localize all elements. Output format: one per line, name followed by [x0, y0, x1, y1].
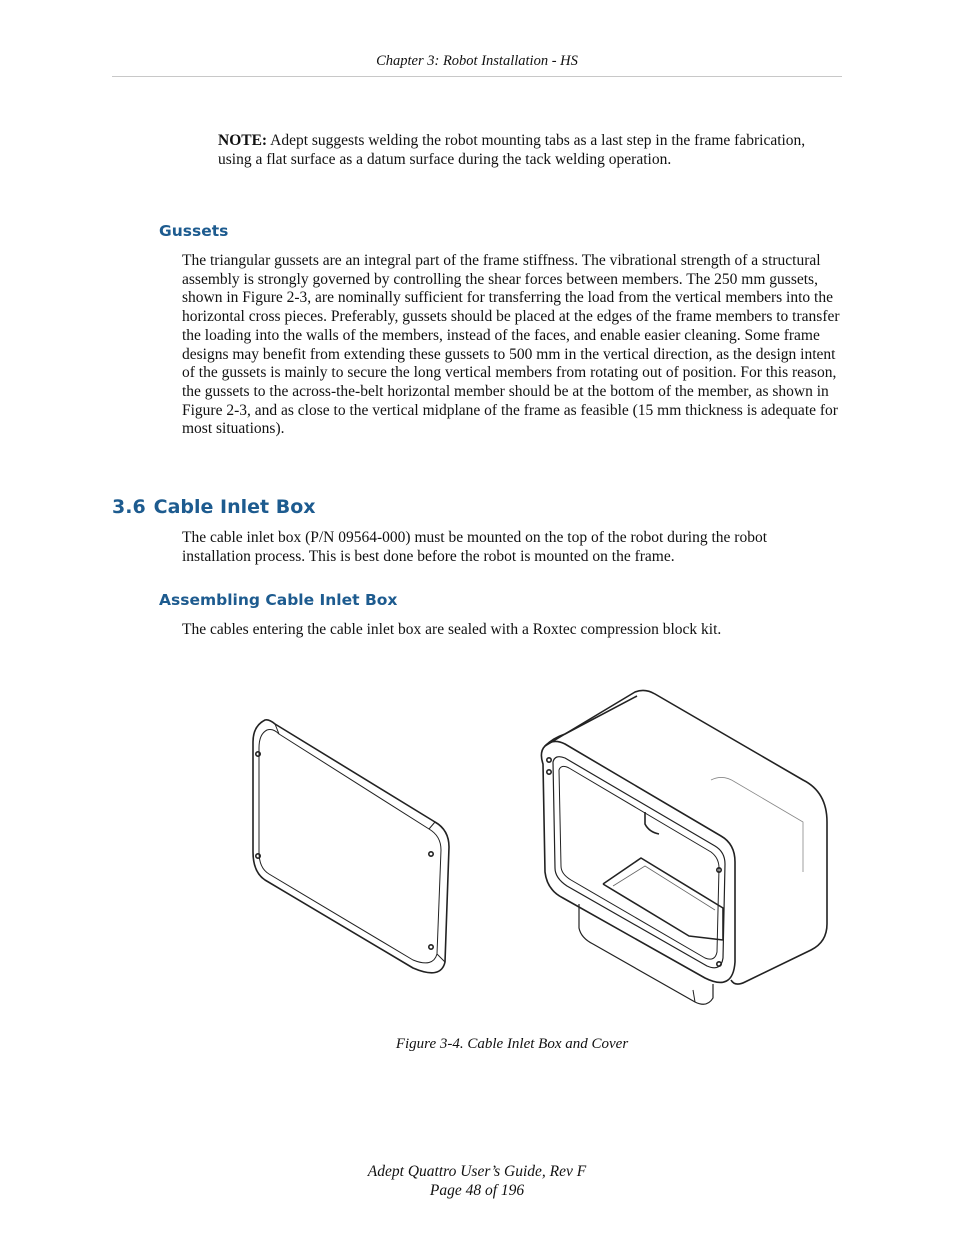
gussets-heading: Gussets — [159, 222, 229, 240]
section-heading — [112, 496, 316, 518]
assembling-paragraph: The cables entering the cable inlet box are sealed with a Roxtec compression block kit. — [182, 621, 722, 638]
header-divider — [112, 76, 842, 77]
footer-page-number: Page 48 of 196 — [429, 1182, 525, 1199]
footer-guide-title: Adept Quattro User’s Guide, Rev F — [367, 1163, 587, 1180]
inlet-box-drawing — [541, 690, 827, 1004]
note-block — [218, 131, 808, 169]
assembling-heading: Assembling Cable Inlet Box — [159, 591, 398, 609]
gussets-paragraph: The triangular gussets are an integral part of the frame stiffness. The vibrational strength of a structural assembly is strongly governed by controlling the shear forces between members. The 250 mm gussets, shown in Figure 2-3, are nominally sufficient for transferring the load from the vertical members into the horizontal cross pieces. Preferably, gussets should be placed at the edges of the frame members to transfer the loading into the walls of the members, instead of the faces, and enable easier cleaning. Some frame designs may benefit from extending these gussets to 500 mm in the vertical direction, as the design intent of the gussets is mainly to secure the long vertical members from rotating out of position. For this reason, the gussets to the across-the-belt horizontal member should be at the bottom of the member, as shown in Figure 2-3, and as close to the vertical midplane of the frame as feasible (15 mm thickness is adequate for most situations). — [182, 252, 840, 438]
note-text: Adept suggests welding the robot mounting tabs as a last step in the frame fabrication, using a flat surface as a datum surface during the tack welding operation. — [218, 132, 806, 168]
section-paragraph: The cable inlet box (P/N 09564-000) must be mounted on the top of the robot during the robot installation process. This is best done before the robot is mounted on the frame. — [182, 529, 768, 565]
running-header: Chapter 3: Robot Installation - HS — [376, 53, 578, 69]
note-label: NOTE: — [218, 132, 268, 149]
cable-inlet-box-figure — [183, 672, 845, 1017]
section-title: Cable Inlet Box — [153, 496, 316, 518]
figure-caption: Figure 3-4. Cable Inlet Box and Cover — [395, 1036, 629, 1052]
section-number: 3.6 — [112, 496, 146, 518]
page-footer — [112, 1162, 842, 1200]
cover-plate-drawing — [253, 720, 449, 973]
